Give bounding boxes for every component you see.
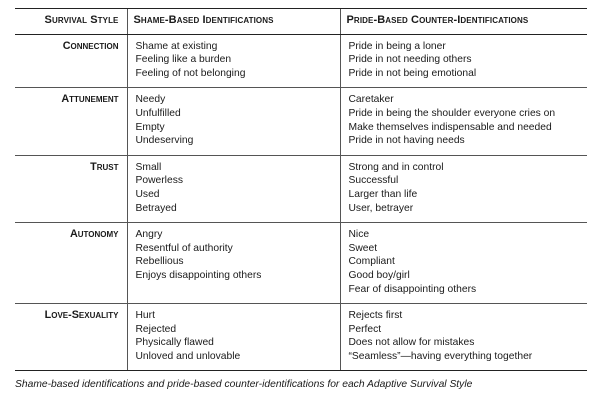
shame-item: Used [135,188,160,200]
shame-cell [127,304,340,371]
table-header-row [15,9,587,35]
table-row-connection [15,34,587,88]
shame-item: Hurt [135,310,155,322]
pride-item: Make themselves indispensable and needed [348,121,552,133]
pride-item: Nice [348,229,370,241]
pride-item: “Seamless”—having everything together [348,350,533,362]
shame-item: Powerless [135,175,183,187]
survival-style-cell: Autonomy [15,223,127,304]
table-body [15,34,587,371]
pride-item: Perfect [348,323,382,335]
shame-item: Enjoys disappointing others [135,269,262,281]
pride-item: Fear of disappointing others [348,283,477,295]
survival-style-cell: Attunement [15,88,127,155]
shame-cell [127,223,340,304]
shame-cell [127,88,340,155]
pride-item: Larger than life [348,188,418,200]
pride-item: Pride in not being emotional [348,67,477,79]
header-pride-based: Pride-Based Counter-Identifications [340,9,587,35]
table-row-attunement [15,88,587,155]
pride-item: Strong and in control [348,161,444,173]
pride-item: Does not allow for mistakes [348,337,475,349]
pride-item: Pride in not needing others [348,54,472,66]
shame-item: Betrayed [135,202,177,214]
survival-style-table [15,8,587,371]
survival-style-cell: Connection [15,34,127,88]
pride-item: User, betrayer [348,202,414,214]
table-caption: Shame-based identifications and pride-based counter-identifications for each Adaptive Survival Style [15,379,473,390]
survival-style-table-container [15,8,587,371]
pride-item: Rejects first [348,310,403,322]
shame-item: Undeserving [135,135,194,147]
shame-item: Angry [135,229,163,241]
pride-item: Good boy/girl [348,269,410,281]
shame-item: Shame at existing [135,40,218,52]
pride-item: Pride in not having needs [348,135,465,147]
pride-cell [340,34,587,88]
shame-item: Small [135,161,162,173]
shame-item: Unloved and unlovable [135,350,241,362]
pride-cell [340,155,587,222]
table-row-trust [15,155,587,222]
pride-item: Caretaker [348,94,394,106]
pride-cell [340,304,587,371]
pride-item: Successful [348,175,399,187]
shame-item: Feeling like a burden [135,54,232,66]
shame-item: Resentful of authority [135,242,233,254]
pride-cell [340,223,587,304]
header-survival-style: Survival Style [15,9,127,35]
table-row-autonomy [15,223,587,304]
header-shame-based: Shame-Based Identifications [127,9,340,35]
shame-cell [127,155,340,222]
shame-item: Feeling of not belonging [135,67,246,79]
shame-cell [127,34,340,88]
shame-item: Needy [135,94,166,106]
shame-item: Empty [135,121,165,133]
pride-item: Pride in being a loner [348,40,446,52]
pride-item: Compliant [348,256,395,268]
table-row-love-sexuality [15,304,587,371]
pride-cell [340,88,587,155]
survival-style-cell: Trust [15,155,127,222]
pride-item: Pride in being the shoulder everyone cries on [348,107,556,119]
shame-item: Rejected [135,323,177,335]
shame-item: Physically flawed [135,337,214,349]
shame-item: Unfulfilled [135,107,181,119]
pride-item: Sweet [348,242,378,254]
shame-item: Rebellious [135,256,184,268]
survival-style-cell: Love-Sexuality [15,304,127,371]
